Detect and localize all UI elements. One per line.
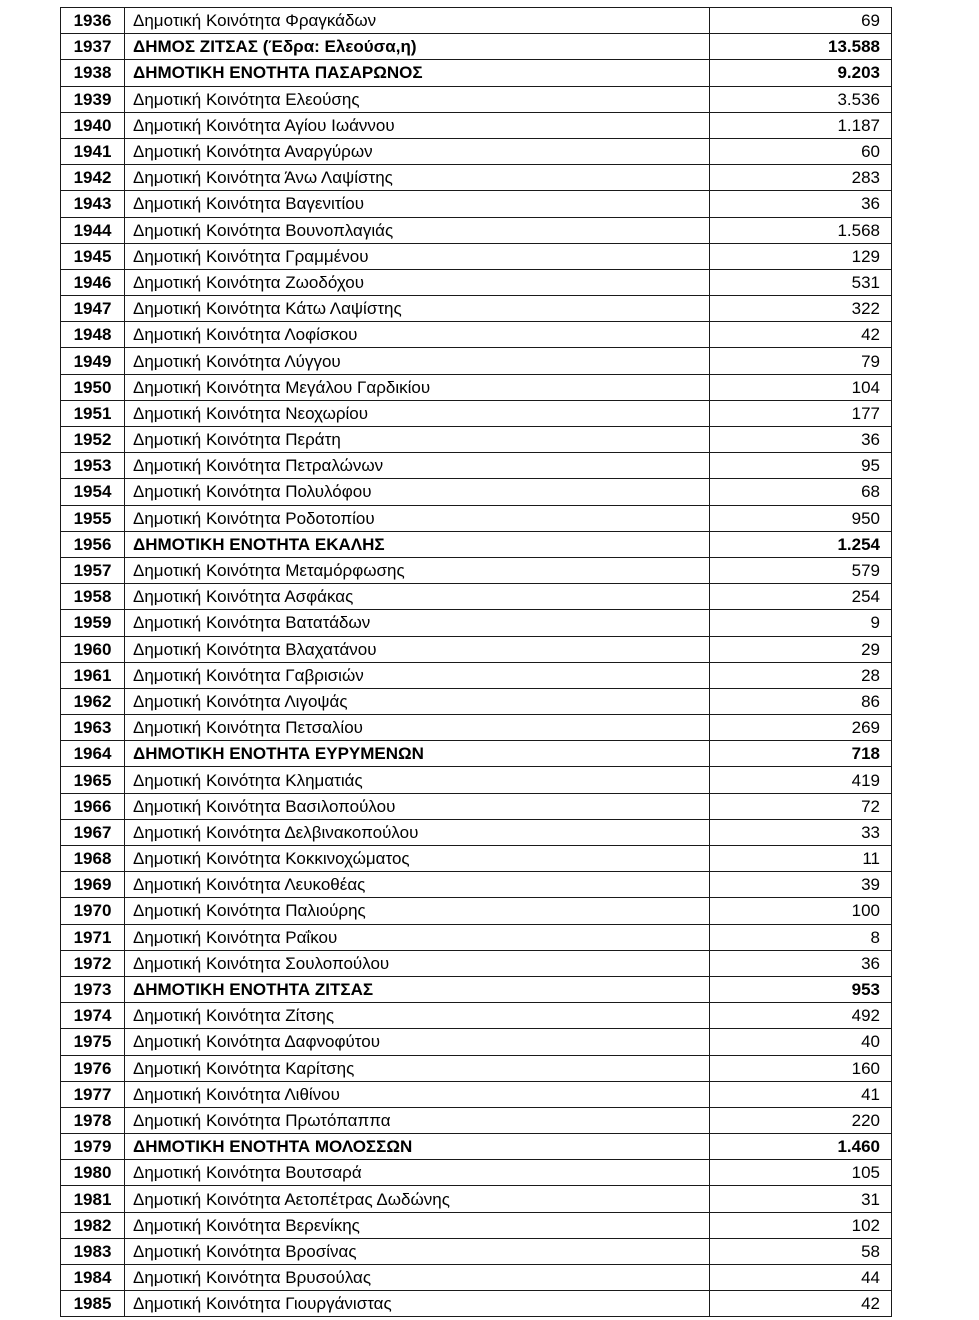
table-row xyxy=(61,636,892,662)
table-row xyxy=(61,1160,892,1186)
community-name-cell: Δημοτική Κοινότητα Δαφνοφύτου xyxy=(125,1029,710,1055)
table-row xyxy=(61,688,892,714)
community-name-cell: Δημοτική Κοινότητα Πετσαλίου xyxy=(125,715,710,741)
row-number-cell: 1941 xyxy=(61,138,125,164)
community-name-cell: Δημοτική Κοινότητα Νεοχωρίου xyxy=(125,400,710,426)
community-name-cell: Δημοτική Κοινότητα Βροσίνας xyxy=(125,1238,710,1264)
population-cell: 44 xyxy=(710,1265,892,1291)
row-number-cell: 1954 xyxy=(61,479,125,505)
community-name-cell: ΔΗΜΟΤΙΚΗ ΕΝΟΤΗΤΑ ΜΟΛΟΣΣΩΝ xyxy=(125,1134,710,1160)
row-number-cell: 1937 xyxy=(61,34,125,60)
population-cell: 86 xyxy=(710,688,892,714)
row-number-cell: 1936 xyxy=(61,8,125,34)
row-number-cell: 1958 xyxy=(61,584,125,610)
table-row xyxy=(61,453,892,479)
community-name-cell: ΔΗΜΟΤΙΚΗ ΕΝΟΤΗΤΑ ΕΥΡΥΜΕΝΩΝ xyxy=(125,741,710,767)
table-row xyxy=(61,479,892,505)
community-name-cell: Δημοτική Κοινότητα Ελεούσης xyxy=(125,86,710,112)
row-number-cell: 1955 xyxy=(61,505,125,531)
community-name-cell: Δημοτική Κοινότητα Αετοπέτρας Δωδώνης xyxy=(125,1186,710,1212)
population-cell: 9.203 xyxy=(710,60,892,86)
row-number-cell: 1957 xyxy=(61,557,125,583)
table-row xyxy=(61,165,892,191)
population-cell: 36 xyxy=(710,427,892,453)
community-name-cell: Δημοτική Κοινότητα Βρυσούλας xyxy=(125,1265,710,1291)
community-name-cell: Δημοτική Κοινότητα Πολυλόφου xyxy=(125,479,710,505)
table-row xyxy=(61,1291,892,1317)
community-name-cell: Δημοτική Κοινότητα Φραγκάδων xyxy=(125,8,710,34)
community-name-cell: Δημοτική Κοινότητα Σουλοπούλου xyxy=(125,950,710,976)
table-row xyxy=(61,8,892,34)
row-number-cell: 1950 xyxy=(61,374,125,400)
population-cell: 177 xyxy=(710,400,892,426)
community-name-cell: Δημοτική Κοινότητα Παλιούρης xyxy=(125,898,710,924)
community-name-cell: Δημοτική Κοινότητα Λιθίνου xyxy=(125,1081,710,1107)
table-row xyxy=(61,1134,892,1160)
table-row xyxy=(61,86,892,112)
table-row xyxy=(61,715,892,741)
population-cell: 100 xyxy=(710,898,892,924)
row-number-cell: 1938 xyxy=(61,60,125,86)
population-cell: 36 xyxy=(710,950,892,976)
population-cell: 1.460 xyxy=(710,1134,892,1160)
row-number-cell: 1973 xyxy=(61,976,125,1002)
population-cell: 41 xyxy=(710,1081,892,1107)
community-name-cell: Δημοτική Κοινότητα Βουνοπλαγιάς xyxy=(125,217,710,243)
table-row xyxy=(61,374,892,400)
table-row xyxy=(61,976,892,1002)
table-row xyxy=(61,950,892,976)
population-cell: 69 xyxy=(710,8,892,34)
population-cell: 33 xyxy=(710,819,892,845)
row-number-cell: 1985 xyxy=(61,1291,125,1317)
table-row xyxy=(61,741,892,767)
community-name-cell: Δημοτική Κοινότητα Βλαχατάνου xyxy=(125,636,710,662)
row-number-cell: 1956 xyxy=(61,531,125,557)
row-number-cell: 1975 xyxy=(61,1029,125,1055)
table-row xyxy=(61,898,892,924)
row-number-cell: 1977 xyxy=(61,1081,125,1107)
population-cell: 160 xyxy=(710,1055,892,1081)
population-cell: 579 xyxy=(710,557,892,583)
table-row xyxy=(61,1238,892,1264)
population-cell: 950 xyxy=(710,505,892,531)
table-row xyxy=(61,1003,892,1029)
table-row xyxy=(61,1212,892,1238)
row-number-cell: 1963 xyxy=(61,715,125,741)
population-cell: 254 xyxy=(710,584,892,610)
community-name-cell: Δημοτική Κοινότητα Μεγάλου Γαρδικίου xyxy=(125,374,710,400)
row-number-cell: 1953 xyxy=(61,453,125,479)
table-row xyxy=(61,34,892,60)
table-row xyxy=(61,427,892,453)
table-row xyxy=(61,1107,892,1133)
row-number-cell: 1968 xyxy=(61,846,125,872)
row-number-cell: 1976 xyxy=(61,1055,125,1081)
row-number-cell: 1970 xyxy=(61,898,125,924)
population-cell: 79 xyxy=(710,348,892,374)
population-cell: 105 xyxy=(710,1160,892,1186)
row-number-cell: 1964 xyxy=(61,741,125,767)
population-cell: 72 xyxy=(710,793,892,819)
community-name-cell: Δημοτική Κοινότητα Βασιλοπούλου xyxy=(125,793,710,819)
population-table xyxy=(60,7,892,1317)
table-row xyxy=(61,296,892,322)
row-number-cell: 1942 xyxy=(61,165,125,191)
table-row xyxy=(61,1186,892,1212)
community-name-cell: Δημοτική Κοινότητα Αναργύρων xyxy=(125,138,710,164)
community-name-cell: Δημοτική Κοινότητα Ζωοδόχου xyxy=(125,269,710,295)
population-cell: 1.568 xyxy=(710,217,892,243)
population-cell: 1.187 xyxy=(710,112,892,138)
row-number-cell: 1951 xyxy=(61,400,125,426)
community-name-cell: Δημοτική Κοινότητα Λιγοψάς xyxy=(125,688,710,714)
row-number-cell: 1959 xyxy=(61,610,125,636)
community-name-cell: Δημοτική Κοινότητα Πρωτόπαππα xyxy=(125,1107,710,1133)
community-name-cell: ΔΗΜΟΣ ΖΙΤΣΑΣ (Έδρα: Ελεούσα,η) xyxy=(125,34,710,60)
population-cell: 531 xyxy=(710,269,892,295)
table-row xyxy=(61,819,892,845)
table-row xyxy=(61,662,892,688)
community-name-cell: Δημοτική Κοινότητα Κοκκινοχώματος xyxy=(125,846,710,872)
community-name-cell: Δημοτική Κοινότητα Ζίτσης xyxy=(125,1003,710,1029)
population-cell: 9 xyxy=(710,610,892,636)
community-name-cell: Δημοτική Κοινότητα Βαγενιτίου xyxy=(125,191,710,217)
community-name-cell: Δημοτική Κοινότητα Μεταμόρφωσης xyxy=(125,557,710,583)
population-cell: 29 xyxy=(710,636,892,662)
community-name-cell: Δημοτική Κοινότητα Ασφάκας xyxy=(125,584,710,610)
community-name-cell: Δημοτική Κοινότητα Λευκοθέας xyxy=(125,872,710,898)
population-cell: 58 xyxy=(710,1238,892,1264)
population-cell: 220 xyxy=(710,1107,892,1133)
population-cell: 28 xyxy=(710,662,892,688)
population-cell: 60 xyxy=(710,138,892,164)
community-name-cell: ΔΗΜΟΤΙΚΗ ΕΝΟΤΗΤΑ ΖΙΤΣΑΣ xyxy=(125,976,710,1002)
document-page xyxy=(60,7,882,1317)
table-row xyxy=(61,269,892,295)
community-name-cell: Δημοτική Κοινότητα Ροδοτοπίου xyxy=(125,505,710,531)
population-cell: 104 xyxy=(710,374,892,400)
community-name-cell: Δημοτική Κοινότητα Άνω Λαψίστης xyxy=(125,165,710,191)
table-row xyxy=(61,1265,892,1291)
population-cell: 419 xyxy=(710,767,892,793)
row-number-cell: 1972 xyxy=(61,950,125,976)
community-name-cell: Δημοτική Κοινότητα Δελβινακοπούλου xyxy=(125,819,710,845)
population-cell: 953 xyxy=(710,976,892,1002)
table-row xyxy=(61,584,892,610)
population-cell: 13.588 xyxy=(710,34,892,60)
table-row xyxy=(61,1081,892,1107)
community-name-cell: Δημοτική Κοινότητα Περάτη xyxy=(125,427,710,453)
community-name-cell: Δημοτική Κοινότητα Λοφίσκου xyxy=(125,322,710,348)
row-number-cell: 1940 xyxy=(61,112,125,138)
community-name-cell: ΔΗΜΟΤΙΚΗ ΕΝΟΤΗΤΑ ΠΑΣΑΡΩΝΟΣ xyxy=(125,60,710,86)
population-cell: 42 xyxy=(710,1291,892,1317)
row-number-cell: 1962 xyxy=(61,688,125,714)
table-row xyxy=(61,610,892,636)
table-row xyxy=(61,191,892,217)
table-row xyxy=(61,112,892,138)
row-number-cell: 1944 xyxy=(61,217,125,243)
community-name-cell: ΔΗΜΟΤΙΚΗ ΕΝΟΤΗΤΑ ΕΚΑΛΗΣ xyxy=(125,531,710,557)
row-number-cell: 1960 xyxy=(61,636,125,662)
population-cell: 31 xyxy=(710,1186,892,1212)
table-row xyxy=(61,557,892,583)
table-body xyxy=(61,8,892,1317)
community-name-cell: Δημοτική Κοινότητα Βατατάδων xyxy=(125,610,710,636)
population-cell: 95 xyxy=(710,453,892,479)
row-number-cell: 1981 xyxy=(61,1186,125,1212)
row-number-cell: 1946 xyxy=(61,269,125,295)
community-name-cell: Δημοτική Κοινότητα Βουτσαρά xyxy=(125,1160,710,1186)
row-number-cell: 1979 xyxy=(61,1134,125,1160)
population-cell: 40 xyxy=(710,1029,892,1055)
table-row xyxy=(61,872,892,898)
row-number-cell: 1966 xyxy=(61,793,125,819)
community-name-cell: Δημοτική Κοινότητα Πετραλώνων xyxy=(125,453,710,479)
table-row xyxy=(61,217,892,243)
row-number-cell: 1984 xyxy=(61,1265,125,1291)
table-row xyxy=(61,505,892,531)
population-cell: 36 xyxy=(710,191,892,217)
population-cell: 68 xyxy=(710,479,892,505)
community-name-cell: Δημοτική Κοινότητα Κληματιάς xyxy=(125,767,710,793)
table-row xyxy=(61,793,892,819)
row-number-cell: 1982 xyxy=(61,1212,125,1238)
row-number-cell: 1943 xyxy=(61,191,125,217)
population-cell: 102 xyxy=(710,1212,892,1238)
row-number-cell: 1967 xyxy=(61,819,125,845)
row-number-cell: 1948 xyxy=(61,322,125,348)
row-number-cell: 1974 xyxy=(61,1003,125,1029)
row-number-cell: 1965 xyxy=(61,767,125,793)
row-number-cell: 1971 xyxy=(61,924,125,950)
row-number-cell: 1952 xyxy=(61,427,125,453)
row-number-cell: 1947 xyxy=(61,296,125,322)
population-cell: 269 xyxy=(710,715,892,741)
table-row xyxy=(61,531,892,557)
community-name-cell: Δημοτική Κοινότητα Γραμμένου xyxy=(125,243,710,269)
table-row xyxy=(61,348,892,374)
community-name-cell: Δημοτική Κοινότητα Κάτω Λαψίστης xyxy=(125,296,710,322)
table-row xyxy=(61,400,892,426)
population-cell: 718 xyxy=(710,741,892,767)
table-row xyxy=(61,138,892,164)
table-row xyxy=(61,60,892,86)
row-number-cell: 1980 xyxy=(61,1160,125,1186)
population-cell: 42 xyxy=(710,322,892,348)
population-cell: 39 xyxy=(710,872,892,898)
row-number-cell: 1978 xyxy=(61,1107,125,1133)
community-name-cell: Δημοτική Κοινότητα Καρίτσης xyxy=(125,1055,710,1081)
table-row xyxy=(61,924,892,950)
community-name-cell: Δημοτική Κοινότητα Αγίου Ιωάννου xyxy=(125,112,710,138)
population-cell: 11 xyxy=(710,846,892,872)
table-row xyxy=(61,1029,892,1055)
table-row xyxy=(61,322,892,348)
population-cell: 8 xyxy=(710,924,892,950)
row-number-cell: 1969 xyxy=(61,872,125,898)
table-row xyxy=(61,846,892,872)
population-cell: 3.536 xyxy=(710,86,892,112)
population-cell: 322 xyxy=(710,296,892,322)
community-name-cell: Δημοτική Κοινότητα Λύγγου xyxy=(125,348,710,374)
community-name-cell: Δημοτική Κοινότητα Ραΐκου xyxy=(125,924,710,950)
row-number-cell: 1939 xyxy=(61,86,125,112)
row-number-cell: 1983 xyxy=(61,1238,125,1264)
population-cell: 1.254 xyxy=(710,531,892,557)
row-number-cell: 1949 xyxy=(61,348,125,374)
population-cell: 492 xyxy=(710,1003,892,1029)
row-number-cell: 1945 xyxy=(61,243,125,269)
community-name-cell: Δημοτική Κοινότητα Γιουργάνιστας xyxy=(125,1291,710,1317)
community-name-cell: Δημοτική Κοινότητα Βερενίκης xyxy=(125,1212,710,1238)
table-row xyxy=(61,243,892,269)
community-name-cell: Δημοτική Κοινότητα Γαβρισιών xyxy=(125,662,710,688)
table-row xyxy=(61,1055,892,1081)
population-cell: 283 xyxy=(710,165,892,191)
table-row xyxy=(61,767,892,793)
population-cell: 129 xyxy=(710,243,892,269)
row-number-cell: 1961 xyxy=(61,662,125,688)
